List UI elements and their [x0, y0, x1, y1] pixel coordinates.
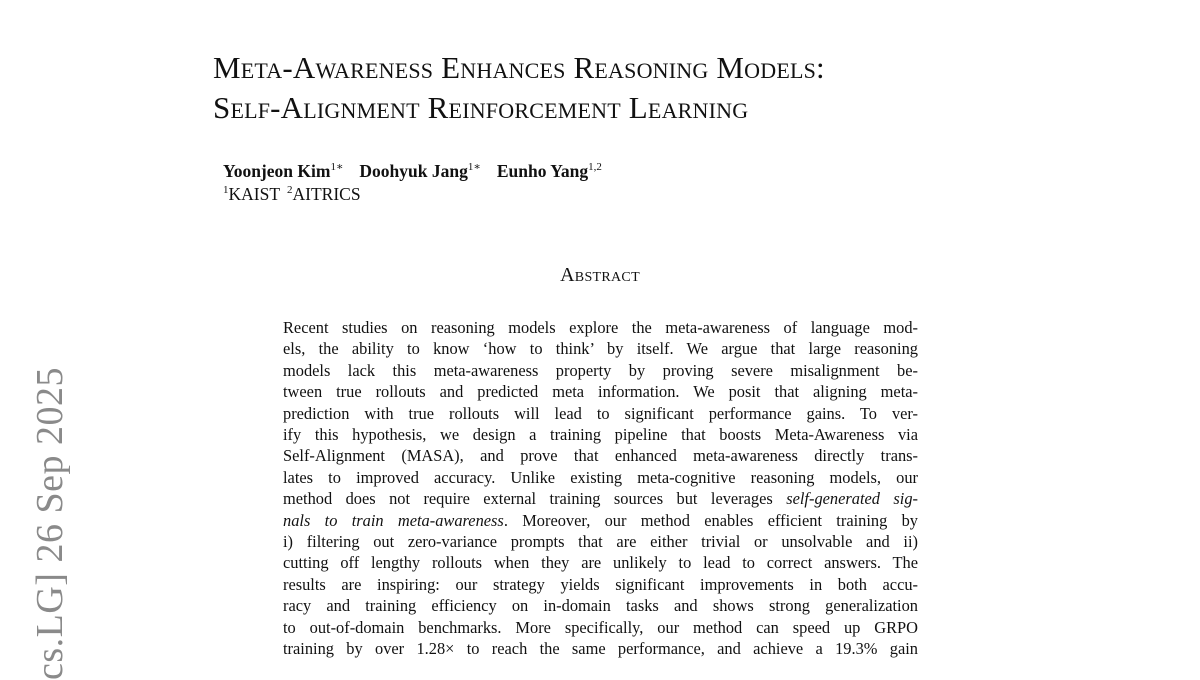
- author-affiliation-marker: 1∗: [467, 161, 481, 174]
- abstract-line: [283, 617, 918, 638]
- abstract-line: [283, 381, 918, 402]
- abstract-text: models lack this meta-awareness property by proving severe misalignment be-: [283, 360, 918, 380]
- author-affiliation-marker: 1∗: [330, 161, 344, 174]
- affiliation-name: KAIST: [228, 184, 281, 204]
- author-affiliation-marker: 1,2: [588, 161, 602, 174]
- title-line-2: Self-Alignment Reinforcement Learning: [213, 90, 749, 125]
- abstract-line: [283, 510, 918, 531]
- abstract-line: [283, 488, 918, 509]
- abstract-text: racy and training efficiency on in-domain tasks and shows strong generalization: [283, 596, 918, 616]
- abstract-line: [283, 338, 918, 359]
- abstract-line: [283, 317, 918, 338]
- abstract-heading: Abstract: [560, 264, 640, 286]
- abstract-text: els, the ability to know ‘how to think’ by itself. We argue that large reasoning: [283, 339, 918, 359]
- abstract-emphasis: self-generated sig-: [786, 489, 918, 509]
- abstract-line: [283, 638, 918, 659]
- title-line-1: Meta-Awareness Enhances Reasoning Models:: [213, 50, 825, 85]
- author-list: [223, 160, 602, 182]
- author-name: Yoonjeon Kim: [223, 161, 331, 181]
- abstract-text: lates to improved accuracy. Unlike existing meta-cognitive reasoning models, our: [283, 467, 918, 487]
- affiliation-marker: 1: [223, 184, 229, 197]
- abstract-text: cutting off lengthy rollouts when they are unlikely to lead to correct answers. The: [283, 553, 918, 573]
- affiliation-name: AITRICS: [292, 184, 361, 204]
- author-name: Eunho Yang: [496, 161, 589, 181]
- abstract-text: ify this hypothesis, we design a training pipeline that boosts Meta-Awareness via: [283, 425, 918, 445]
- abstract-line: [283, 574, 918, 595]
- abstract-text: prediction with true rollouts will lead to significant performance gains. To ver-: [283, 403, 918, 423]
- abstract-text: Recent studies on reasoning models explore the meta-awareness of language mod-: [283, 318, 918, 337]
- abstract-text: tween true rollouts and predicted meta information. We posit that aligning meta-: [283, 382, 918, 402]
- abstract-text: method does not require external training sources but leverages: [283, 489, 787, 509]
- abstract-text: results are inspiring: our strategy yields significant improvements in both accu-: [283, 574, 918, 594]
- abstract-text: to out-of-domain benchmarks. More specifically, our method can speed up GRPO: [283, 617, 918, 637]
- arxiv-identifier-stamp: cs.LG] 26 Sep 2025: [29, 367, 71, 680]
- affiliation-list: [223, 183, 361, 205]
- abstract-line: [283, 467, 918, 488]
- abstract-text: . Moreover, our method enables efficient training by: [503, 510, 918, 530]
- abstract-line: [283, 424, 918, 445]
- paper-title: [213, 48, 825, 128]
- abstract-emphasis: nals to train meta-awareness: [283, 510, 504, 530]
- abstract-line: [283, 595, 918, 616]
- abstract-line: [283, 552, 918, 573]
- abstract-text: Self-Alignment (MASA), and prove that enhanced meta-awareness directly trans-: [283, 446, 918, 466]
- abstract-line: [283, 360, 918, 381]
- abstract-body: [283, 317, 918, 660]
- abstract-text: i) filtering out zero-variance prompts that are either trivial or unsolvable and ii): [283, 532, 918, 552]
- affiliation-marker: 2: [287, 184, 293, 197]
- author-name: Doohyuk Jang: [359, 161, 468, 181]
- abstract-line: [283, 403, 918, 424]
- abstract-line: [283, 531, 918, 552]
- abstract-line: [283, 445, 918, 466]
- abstract-text: training by over 1.28× to reach the same performance, and achieve a 19.3% gain: [283, 639, 918, 659]
